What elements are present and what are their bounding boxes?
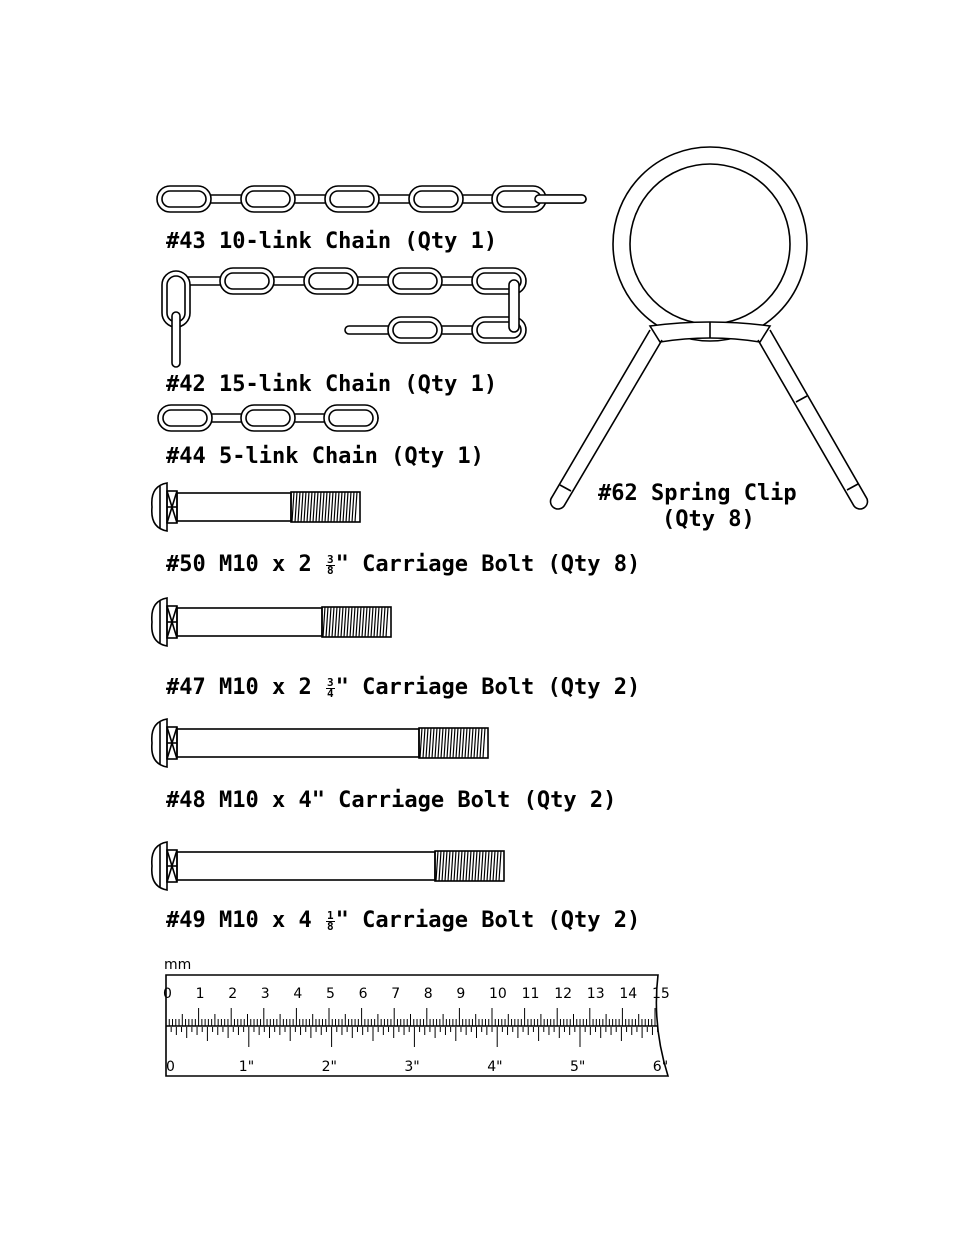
cm-label: 7 [391, 986, 401, 1002]
cm-label: 1 [195, 986, 205, 1002]
clip-left-tip [560, 485, 571, 491]
cm-label: 6 [358, 986, 368, 1002]
measuring-ruler [163, 957, 670, 1076]
chain-44-drawing [158, 405, 378, 431]
cm-label: 9 [456, 986, 466, 1002]
chain-link-side [172, 312, 180, 367]
bolt-thread-lines [323, 607, 388, 637]
cm-label: 15 [652, 986, 670, 1002]
chain-link [158, 405, 212, 431]
chain-link [241, 186, 295, 212]
spring-clip-62-drawing [551, 147, 868, 509]
clip-ring-outer [613, 147, 807, 341]
clip-ring-inner [630, 164, 790, 324]
cm-label: 10 [489, 986, 507, 1002]
part-62-label: #62 Spring Clip [598, 481, 797, 506]
part-42-label: #42 15-link Chain (Qty 1) [166, 372, 498, 397]
inch-label: 3" [404, 1059, 420, 1075]
clip-right-joint [796, 396, 807, 402]
cm-label: 12 [554, 986, 573, 1002]
inch-label: 1" [238, 1059, 255, 1075]
bolt-shank [177, 729, 419, 757]
bolt-shank [177, 852, 435, 880]
fraction: $\frac{1}{8}$ [326, 908, 334, 933]
part-62-qty: (Qty 8) [662, 507, 755, 532]
bolt-shank [177, 608, 322, 636]
inch-label: 6" [652, 1059, 669, 1075]
chain-link [409, 186, 463, 212]
cm-label: 11 [521, 986, 540, 1002]
chain-link [220, 268, 274, 294]
part-49-label: #49 M10 x 4 $\frac{1}{8}$ " Carriage Bolt (Qty 2) [166, 908, 641, 933]
chain-link [388, 268, 442, 294]
fraction: $\frac{3}{8}$ [326, 552, 334, 577]
cm-label: 4 [293, 986, 303, 1002]
part-50-label: #50 M10 x 2 $\frac{3}{8}$ " Carriage Bolt (Qty 8) [166, 552, 641, 577]
inch-label: 4" [487, 1059, 503, 1075]
part-48-label: #48 M10 x 4" Carriage Bolt (Qty 2) [166, 788, 617, 813]
cm-label: 3 [260, 986, 270, 1002]
bolt-shank [177, 493, 291, 521]
inch-label: 0 [166, 1059, 175, 1075]
cm-label: 2 [228, 986, 238, 1002]
part-44-label: #44 5-link Chain (Qty 1) [166, 444, 484, 469]
chain-link-end [535, 195, 586, 203]
ruler-unit: mm [164, 957, 192, 973]
chain-link [241, 405, 295, 431]
inch-label: 2" [321, 1059, 337, 1075]
chain-link [325, 186, 379, 212]
chain-link [157, 186, 211, 212]
bolt-thread-lines [292, 492, 357, 522]
part-43-label: #43 10-link Chain (Qty 1) [166, 229, 498, 254]
chain-link [324, 405, 378, 431]
clip-right-tip [847, 484, 858, 490]
chain-43-drawing [157, 186, 586, 212]
cm-label: 0 [163, 986, 172, 1002]
chain-link [388, 317, 442, 343]
inch-label: 5" [570, 1059, 586, 1075]
chain-42-drawing [162, 268, 526, 367]
chain-link [304, 268, 358, 294]
bolt-thread-lines [420, 728, 485, 758]
cm-label: 14 [619, 986, 638, 1002]
chain-link-side [509, 280, 519, 332]
bolt-thread-lines [436, 851, 501, 881]
part-47-label: #47 M10 x 2 $\frac{3}{4}$ " Carriage Bolt (Qty 2) [166, 675, 641, 700]
cm-label: 13 [586, 986, 605, 1002]
cm-label: 8 [423, 986, 433, 1002]
fraction: $\frac{3}{4}$ [326, 675, 334, 700]
cm-label: 5 [326, 986, 335, 1002]
